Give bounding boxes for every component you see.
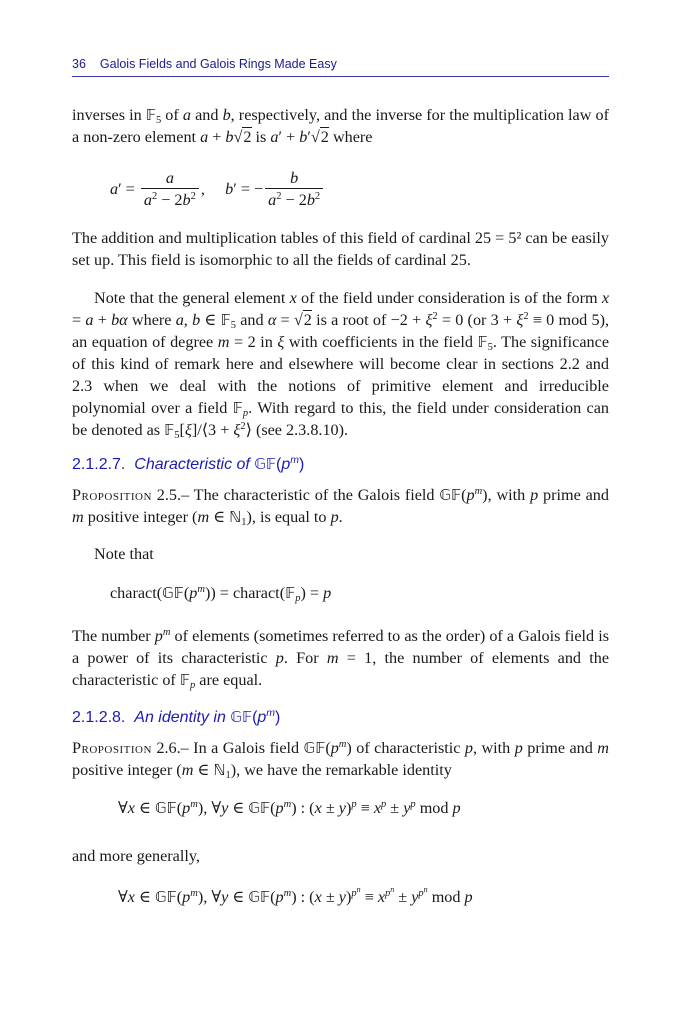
para3-text-10: . The significance of this kind of remark here and elsewhere will become clear in sections 2.2 and 2.3 when we deal with the notions of primitive element and irreducible polynomial over a field: [72, 333, 609, 417]
paragraph-number-of-elements: The number $p^m$ of elements (sometimes referred to as the order) of a Galois field is a power of its characteristic p. For m = 1, the number of elements and the characteristic of 𝔽$_p$ are equal.: [72, 627, 609, 691]
para4-text-4: , the number of elements and the characteristic of: [72, 649, 609, 689]
prop25-text-6: .: [338, 508, 343, 526]
para3-text-3: where: [127, 311, 176, 329]
para1-text-4: , respectively, and the inverse for the multiplication law of a non-zero element: [72, 106, 610, 146]
section-heading-characteristic: 2.1.2.7. Characteristic of $𝔾𝔽(p^m)$: [72, 454, 305, 473]
prop26-label: Proposition: [72, 739, 152, 757]
para3-text-5: is a root of: [311, 311, 391, 329]
charact-left: charact: [110, 584, 157, 602]
section1-title: Characteristic of: [134, 456, 250, 473]
para3-text-7: ), an equation of degree: [72, 311, 610, 351]
and-more-generally: [72, 845, 609, 867]
prop25-text-2: , with: [487, 486, 531, 504]
para3-text-2: of the field under consideration is of the form: [296, 289, 602, 307]
para3-text-1: Note that the general element: [94, 289, 290, 307]
para1-text-1: inverses in: [72, 106, 146, 124]
paragraph-inverses: inverses in 𝔽$_5$ of a and b, respectively, and the inverse for the multiplication law of a non-zero element a + b√2 is a′ + b′√2 where: [72, 106, 610, 146]
mod-word-2: mod: [431, 888, 461, 906]
para1-text-2: of: [161, 106, 183, 124]
para1-text-5: is: [251, 128, 271, 146]
prop25-number: 2.5.–: [156, 486, 190, 504]
para3-text-11: . With regard to this, the field under consideration can be denoted as: [72, 399, 609, 439]
prop25-text-4: positive integer (: [83, 508, 198, 526]
running-title: Galois Fields and Galois Rings Made Easy: [99, 57, 337, 71]
para4-text-1: The number: [72, 627, 155, 645]
mod-word-1: mod: [419, 799, 449, 817]
para3-text-8: in: [255, 333, 278, 351]
para4-text-3: . For: [283, 649, 327, 667]
prop26-text-1: In a Galois field: [188, 739, 304, 757]
section-heading-identity: 2.1.2.8. An identity in $𝔾𝔽(p^m)$: [72, 707, 281, 726]
note-that: [94, 543, 594, 565]
prop26-number: 2.6.–: [156, 739, 189, 757]
proposition-2-5: Proposition 2.5.– The characteristic of the Galois field $𝔾𝔽(p^m)$, with p prime and m positive integer (m ∈ ℕ$_1$), is equal to p.: [72, 486, 609, 528]
para3-text-12: (see 2.3.8.10).: [251, 421, 349, 439]
page-number: 36: [72, 57, 86, 71]
section2-number: 2.1.2.8.: [72, 709, 126, 726]
paragraph-tables: [72, 227, 609, 271]
para3-text-6: (or: [463, 311, 491, 329]
para2-text: The addition and multiplication tables of this field of cardinal 25 = 5² can be easily set up. This field is isomorphic to all the fields of cardinal 25.: [72, 229, 609, 269]
prop26-text-5: positive integer (: [72, 761, 182, 779]
prop25-text-5: ), is equal to: [246, 508, 331, 526]
more-text: and more generally,: [72, 847, 200, 865]
running-header: [72, 57, 609, 77]
equation-identity-general: ∀x ∈ $𝔾𝔽(p^m)$, ∀y ∈ $𝔾𝔽(p^m)$ : $(x \pm y)^{p^n} \equiv x^{p^n} \pm y^{p^n}$ mod p: [118, 885, 473, 906]
para4-text-2: of elements (sometimes referred to as the order) of a Galois field is a power of its characteristic: [72, 627, 609, 667]
prop26-text-2: of characteristic: [351, 739, 465, 757]
paragraph-general-element: Note that the general element x of the field under consideration is of the form x = a + bα where a, b ∈ 𝔽$_5$ and α = √2 is a root of $-2 + \xi^2 = 0$ (or $3 + \xi^2 \equiv 0$ mod 5), an equation of degree m = 2 in ξ with coefficients in the field 𝔽$_5$. The significance of this kind of remark here and elsewhere will become clear in sections 2.2 and 2.3 when we deal with the notions of primitive element and irreducible polynomial over a field 𝔽$_p$. With regard to this, the field under consideration can be denoted as 𝔽$_5$[ξ]/⟨3 + $\xi^2⟩$ (see 2.3.8.10).: [72, 289, 610, 441]
prop25-text-3: prime and: [543, 486, 609, 504]
prop26-text-3: , with: [472, 739, 515, 757]
proposition-2-6: Proposition 2.6.– In a Galois field $𝔾𝔽(p^m)$ of characteristic p, with p prime and m positive integer (m ∈ ℕ$_1$), we have the remarkable identity: [72, 739, 609, 781]
para1-text-3: and: [190, 106, 223, 124]
prop25-label: Proposition: [72, 486, 152, 504]
prop25-text-1: The characteristic of the Galois field: [189, 486, 440, 504]
para4-text-5: are equal.: [195, 671, 263, 689]
para3-text-9: with coefficients in the field: [284, 333, 478, 351]
prop26-text-4: prime and: [522, 739, 598, 757]
equation-characteristic: $charact(𝔾𝔽(p^m))$ = charact(𝔽$_p$) = p: [110, 584, 332, 604]
charact-right: charact: [232, 584, 280, 602]
para1-text-6: where: [328, 128, 373, 146]
section1-number: 2.1.2.7.: [72, 456, 126, 473]
body-text-top: [72, 104, 609, 148]
equation-identity: ∀x ∈ $𝔾𝔽(p^m)$, ∀y ∈ $𝔾𝔽(p^m)$ : $(x \pm y)^p \equiv x^p \pm y^p$ mod p: [118, 799, 461, 817]
prop26-text-6: ), we have the remarkable identity: [230, 761, 452, 779]
note-text: Note that: [94, 545, 154, 563]
para3-text-4: and: [235, 311, 268, 329]
equation-inverse-coefficients: a′ = $\frac{a}{a^2 - 2b^2}$ , b′ = − $\frac{b}{a^2 - 2b^2}$: [110, 168, 325, 211]
section2-title: An identity in: [134, 709, 226, 726]
